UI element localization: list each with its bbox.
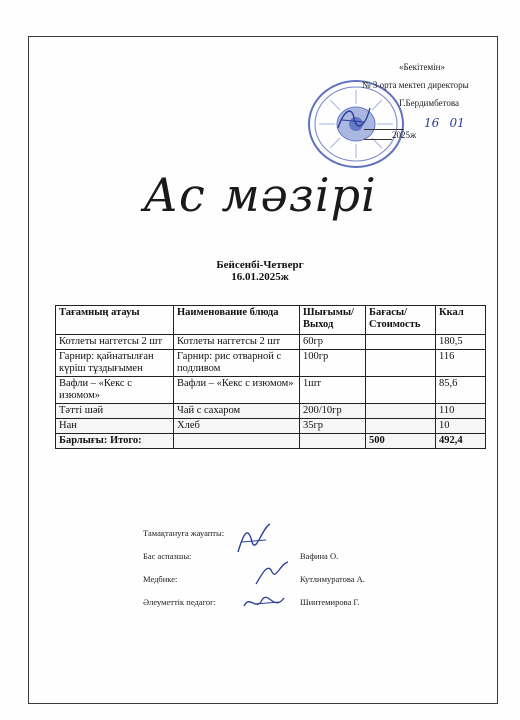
cell-kz-name: Тәтті шәй bbox=[56, 404, 174, 419]
cell-ru-name: Гарнир: рис отварной с подливом bbox=[174, 350, 300, 377]
header-kcal: Ккал bbox=[436, 306, 486, 335]
cell-ru-name: Вафли – «Кекс с изюмом» bbox=[174, 377, 300, 404]
total-kcal: 492,4 bbox=[436, 434, 486, 449]
table-row bbox=[56, 377, 486, 404]
cell-kz-name: Котлеты наггетсы 2 шт bbox=[56, 335, 174, 350]
cell-kcal: 110 bbox=[436, 404, 486, 419]
cell-kz-name: Нан bbox=[56, 419, 174, 434]
cell-cost bbox=[366, 419, 436, 434]
cell-kcal: 180,5 bbox=[436, 335, 486, 350]
cell-cost bbox=[366, 335, 436, 350]
cell-portion: 35гр bbox=[300, 419, 366, 434]
approval-title: «Бекітемін» bbox=[399, 62, 445, 72]
cell-ru-name: Хлеб bbox=[174, 419, 300, 434]
cell-kcal: 10 bbox=[436, 419, 486, 434]
cell-cost bbox=[366, 404, 436, 419]
header-ru-name: Наименование блюда bbox=[174, 306, 300, 335]
cell-ru-name: Чай с сахаром bbox=[174, 404, 300, 419]
cell-cost bbox=[366, 377, 436, 404]
table-total-row bbox=[56, 434, 486, 449]
name-chef: Вафина О. bbox=[300, 551, 339, 561]
approval-director-name: Г.Бердимбетова bbox=[399, 98, 459, 108]
name-nurse: Кутлимуратова А. bbox=[300, 574, 365, 584]
total-cost: 500 bbox=[366, 434, 436, 449]
social-pedagogue-signature bbox=[240, 588, 292, 616]
approval-day: 16 bbox=[424, 116, 440, 130]
header-kz-name: Тағамның атауы bbox=[56, 306, 174, 335]
cell-kcal: 85,6 bbox=[436, 377, 486, 404]
cell-portion: 1шт bbox=[300, 377, 366, 404]
cell-portion: 100гр bbox=[300, 350, 366, 377]
table-row bbox=[56, 350, 486, 377]
date-blank-2 bbox=[364, 130, 392, 140]
cell-kcal: 116 bbox=[436, 350, 486, 377]
cell-portion: 60гр bbox=[300, 335, 366, 350]
name-social-pedagogue: Шинтемирова Г. bbox=[300, 597, 360, 607]
total-empty-1 bbox=[174, 434, 300, 449]
header-cost: Бағасы/ Стоимость bbox=[366, 306, 436, 335]
cell-cost bbox=[366, 350, 436, 377]
nurse-signature bbox=[252, 558, 292, 588]
approval-month: 01 bbox=[449, 116, 465, 130]
cell-portion: 200/10гр bbox=[300, 404, 366, 419]
role-chef: Бас аспазшы: bbox=[143, 551, 192, 561]
table-row bbox=[56, 419, 486, 434]
total-label: Барлығы: Итого: bbox=[56, 434, 174, 449]
approval-year: 2025ж bbox=[392, 130, 417, 140]
role-social-pedagogue: Әлеуметтік педагог: bbox=[143, 597, 216, 607]
header-portion: Шығымы/ Выход bbox=[300, 306, 366, 335]
cell-ru-name: Котлеты наггетсы 2 шт bbox=[174, 335, 300, 350]
responsible-title: Тамақтануға жауапты: bbox=[143, 528, 225, 538]
cell-kz-name: Гарнир: қайнатылған күріш тұздығымен bbox=[56, 350, 174, 377]
date-blank bbox=[364, 120, 404, 130]
approval-position: № 3 орта мектеп директоры bbox=[362, 80, 469, 90]
menu-date: 16.01.2025ж bbox=[231, 271, 289, 283]
role-nurse: Медбике: bbox=[143, 574, 178, 584]
total-empty-2 bbox=[300, 434, 366, 449]
chef-signature bbox=[232, 518, 276, 558]
table-row bbox=[56, 404, 486, 419]
menu-title: Ас мәзірі bbox=[143, 168, 377, 222]
approval-date bbox=[364, 116, 482, 140]
cell-kz-name: Вафли – «Кекс с изюмом» bbox=[56, 377, 174, 404]
table-row bbox=[56, 335, 486, 350]
menu-table bbox=[55, 305, 486, 449]
day-of-week: Бейсенбі-Четверг bbox=[216, 259, 304, 271]
table-header-row bbox=[56, 306, 486, 335]
